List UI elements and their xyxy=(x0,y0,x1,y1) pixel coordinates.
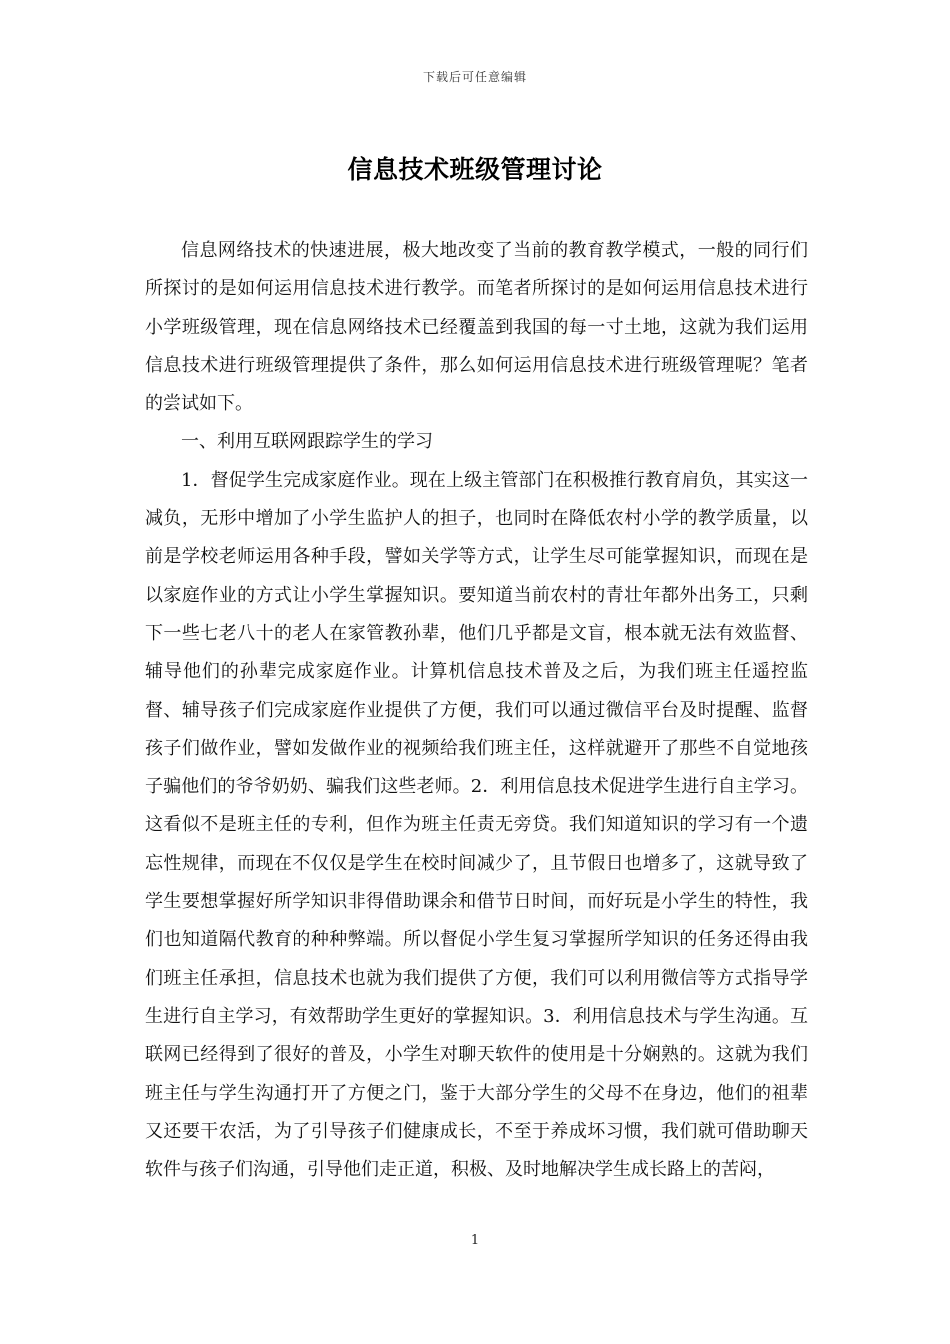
section-heading: 一、利用互联网跟踪学生的学习 xyxy=(181,431,433,453)
document-body xyxy=(145,232,808,1189)
paragraph-section-one: 1．督促学生完成家庭作业。现在上级主管部门在积极推行教育肩负，其实这一减负，无形中增加了小学生监护人的担子，也同时在降低农村小学的教学质量，以前是学校老师运用各种手段，譬如关学等方式，让学生尽可能掌握知识，而现在是以家庭作业的方式让小学生掌握知识。要知道当前农村的青壮年都外出务工，只剩下一些七老八十的老人在家管教孙辈，他们几乎都是文盲，根本就无法有效监督、辅导他们的孙辈完成家庭作业。计算机信息技术普及之后，为我们班主任遥控监督、辅导孩子们完成家庭作业提供了方便，我们可以通过微信平台及时提醒、监督孩子们做作业，譬如发做作业的视频给我们班主任，这样就避开了那些不自觉地孩子骗他们的爷爷奶奶、骗我们这些老师。2．利用信息技术促进学生进行自主学习。这看似不是班主任的专利，但作为班主任责无旁贷。我们知道知识的学习有一个遗忘性规律，而现在不仅仅是学生在校时间减少了，且节假日也增多了，这就导致了学生要想掌握好所学知识非得借助课余和借节日时间，而好玩是小学生的特性，我们也知道隔代教育的种种弊端。所以督促小学生复习掌握所学知识的任务还得由我们班主任承担，信息技术也就为我们提供了方便，我们可以利用微信等方式指导学生进行自主学习，有效帮助学生更好的掌握知识。3．利用信息技术与学生沟通。互联网已经得到了很好的普及，小学生对聊天软件的使用是十分娴熟的。这就为我们班主任与学生沟通打开了方便之门，鉴于大部分学生的父母不在身边，他们的祖辈又还要干农活，为了引导孩子们健康成长，不至于养成坏习惯，我们就可借助聊天软件与孩子们沟通，引导他们走正道，积极、及时地解决学生成长路上的苦闷， xyxy=(145,469,808,1181)
document-title: 信息技术班级管理讨论 xyxy=(347,155,603,184)
page-number: 1 xyxy=(470,1233,480,1248)
header-note: 下载后可任意编辑 xyxy=(422,70,527,84)
paragraph-intro: 信息网络技术的快速进展，极大地改变了当前的教育教学模式，一般的同行们所探讨的是如何运用信息技术进行教学。而笔者所探讨的是如何运用信息技术进行小学班级管理，现在信息网络技术已经覆盖到我国的每一寸土地，这就为我们运用信息技术进行班级管理提供了条件，那么如何运用信息技术进行班级管理呢？笔者的尝试如下。 xyxy=(145,240,808,415)
